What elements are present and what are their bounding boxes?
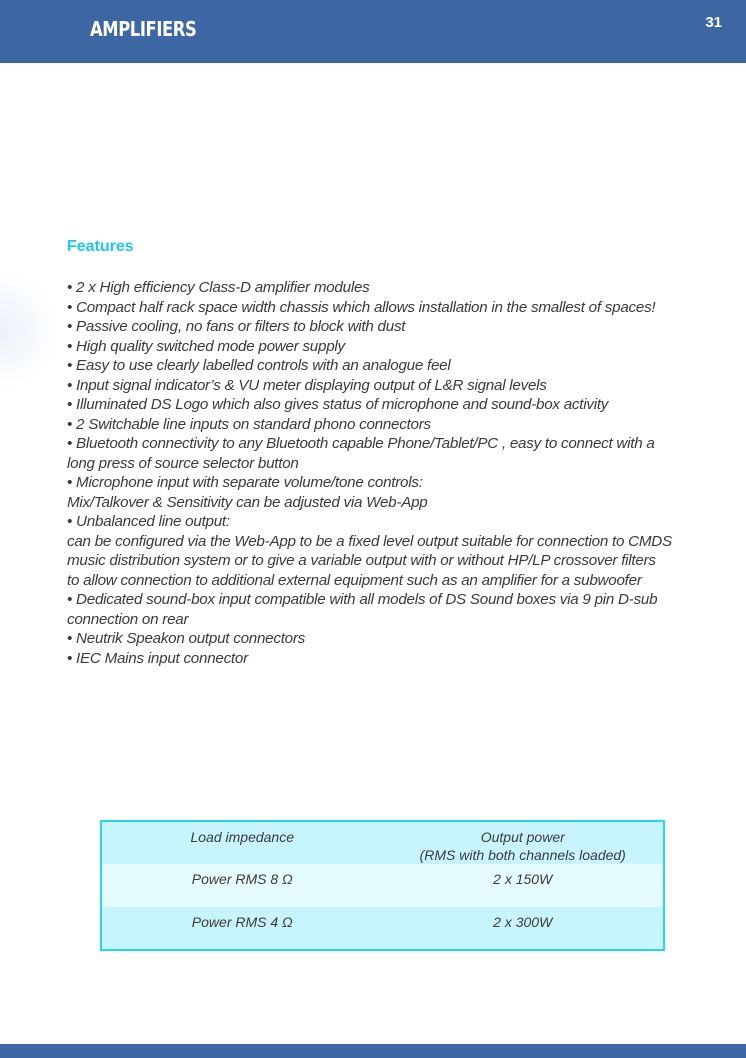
feature-item: • Easy to use clearly labelled controls with an analogue feel bbox=[67, 357, 451, 374]
section-title: AMPLIFIERS bbox=[90, 17, 197, 41]
features-heading: Features bbox=[67, 238, 134, 255]
feature-item: • 2 x High efficiency Class-D amplifier modules bbox=[67, 279, 370, 296]
feature-item: • IEC Mains input connector bbox=[67, 649, 248, 667]
feature-item: • Bluetooth connectivity to any Bluetooth capable Phone/Tablet/PC , easy to connect with a long press of source selector button bbox=[67, 435, 655, 472]
feature-item: • Illuminated DS Logo which also gives status of microphone and sound-box activity bbox=[67, 396, 609, 413]
feature-item: • Microphone input with separate volume/tone controls: Mix/Talkover & Sensitivity can be adjusted via Web-App bbox=[67, 474, 428, 511]
header-output-power: Output power (RMS with both channels loaded) bbox=[419, 829, 626, 863]
features-list bbox=[67, 278, 707, 668]
table-row bbox=[101, 907, 664, 950]
footer-bar bbox=[0, 1044, 746, 1058]
power-spec-table bbox=[100, 820, 665, 951]
table-row bbox=[101, 864, 664, 907]
feature-item: • High quality switched mode power supply bbox=[67, 337, 345, 355]
feature-item: • Neutrik Speakon output connectors bbox=[67, 630, 306, 647]
feature-item: • 2 Switchable line inputs on standard phono connectors bbox=[67, 415, 431, 433]
table-header-row bbox=[101, 821, 664, 864]
feature-item: • Dedicated sound-box input compatible with all models of DS Sound boxes via 9 pin D-sub connection on rear bbox=[67, 591, 658, 628]
table-cell: Power RMS 8 Ω bbox=[191, 871, 293, 887]
header-load-impedance: Load impedance bbox=[190, 829, 295, 845]
feature-item: • Compact half rack space width chassis which allows installation in the smallest of spaces! bbox=[67, 298, 656, 316]
table-cell: 2 x 150W bbox=[493, 871, 553, 887]
decorative-glow bbox=[0, 270, 60, 390]
page-number: 31 bbox=[705, 14, 722, 31]
page-header bbox=[0, 0, 746, 63]
table-cell: 2 x 300W bbox=[493, 914, 553, 930]
table-cell: Power RMS 4 Ω bbox=[191, 914, 293, 930]
feature-item: • Unbalanced line output: can be configured via the Web-App to be a fixed level output suitable for connection to CMDS music distribution system or to give a variable output with or without HP/LP crossover filters to allow connection to additional external equipment such as an amplifier for a subwoofer bbox=[67, 513, 672, 589]
feature-item: • Input signal indicator’s & VU meter displaying output of L&R signal levels bbox=[67, 376, 547, 394]
feature-item: • Passive cooling, no fans or filters to block with dust bbox=[67, 318, 406, 335]
